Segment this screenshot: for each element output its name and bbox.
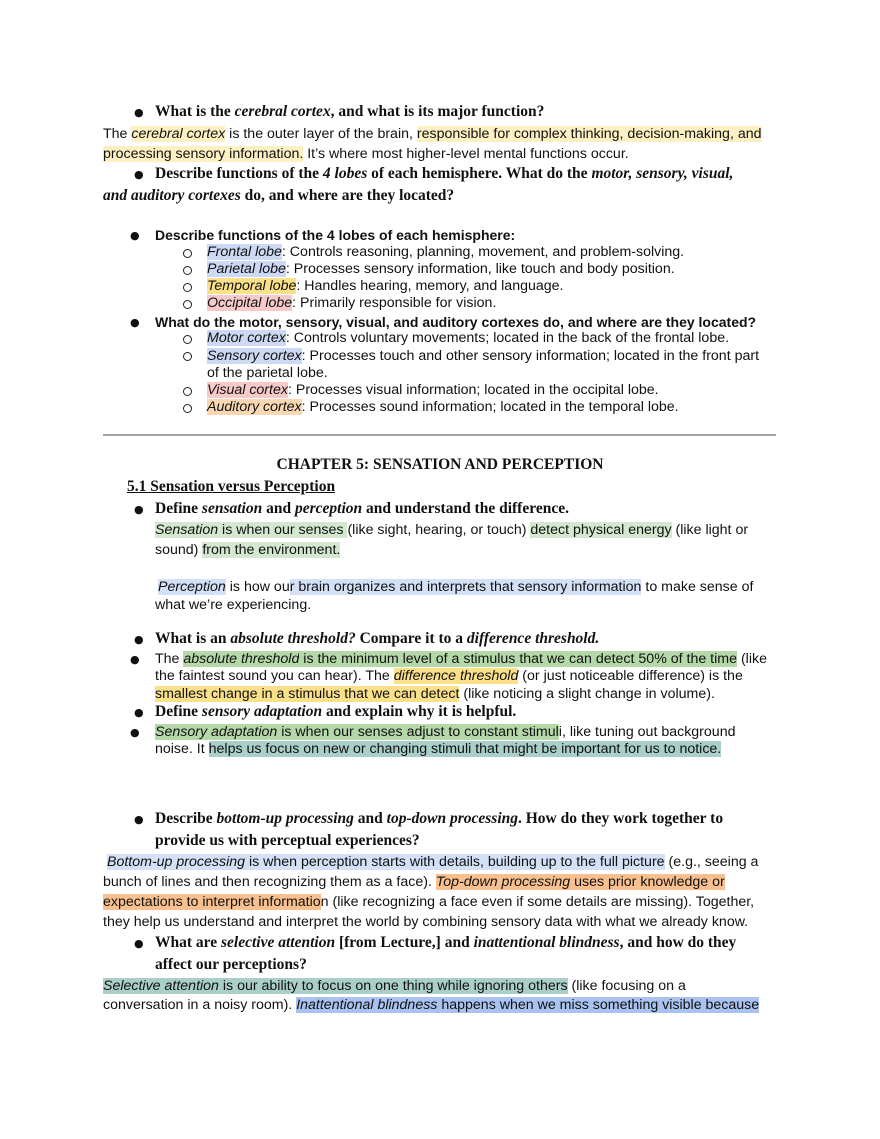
lobes-heading: Describe functions of the 4 lobes of each hemisphere: [155, 227, 516, 243]
term: sensation [201, 500, 263, 517]
highlight: helps us focus on new or changing stimuli that might be important for us to notice. [208, 741, 722, 757]
text: [from Lecture,] and [335, 934, 474, 951]
text: : Handles hearing, memory, and language. [296, 278, 564, 294]
text: and explain why it is helpful. [322, 703, 517, 720]
answer-line [103, 874, 725, 891]
text: and [353, 810, 387, 827]
term: perception [294, 500, 363, 517]
text: sound) [155, 542, 203, 558]
term: bottom-up processing [216, 810, 354, 827]
answer-line [103, 146, 629, 163]
bullet-circle [183, 352, 192, 361]
bullet-dot: ● [134, 937, 144, 950]
text: (or just noticeable difference) is the [518, 668, 743, 684]
term: selective attention [221, 934, 336, 951]
answer-line [107, 854, 758, 871]
text: bunch of lines and then recognizing them as a face). [103, 874, 436, 890]
term: Occipital lobe [207, 295, 293, 311]
text: , and how do they [619, 934, 737, 951]
highlight: processing sensory information. [103, 146, 304, 162]
text: What are [155, 934, 222, 951]
bullet-dot: ● [134, 633, 144, 646]
text: The [103, 126, 132, 142]
term: and auditory cortexes [103, 187, 241, 204]
text: noise. It [155, 741, 209, 757]
bullet-dot: ● [130, 726, 140, 739]
text: Define [155, 703, 202, 720]
text: i, like tuning out background [558, 724, 736, 740]
term: Sensory adaptation [155, 724, 278, 740]
text: : Controls reasoning, planning, movement, and problem-solving. [281, 244, 685, 260]
text: The [155, 651, 184, 667]
term: Sensation [155, 522, 219, 538]
text: to make sense of [641, 579, 754, 595]
bullet-dot: ● [134, 813, 144, 826]
highlight: expectations to interpret informatio [103, 894, 321, 910]
highlight: is our ability to focus on one thing while ignoring others [218, 978, 568, 994]
list-item-motor [207, 330, 729, 347]
highlight: is the minimum level of a stimulus that we can detect 50% of the time [299, 651, 737, 667]
section-title: 5.1 Sensation versus Perception [127, 478, 336, 495]
text: (like focusing on a [567, 978, 686, 994]
text: and [262, 500, 295, 517]
highlight: responsible for complex thinking, decision-making, and [416, 126, 762, 142]
answer-line [103, 894, 754, 911]
text: is the outer layer of the brain, [225, 126, 417, 142]
answer-line [158, 579, 753, 596]
list-item-auditory [207, 399, 679, 416]
highlight: r brain organizes and interprets that sensory information [289, 579, 642, 595]
bullet-circle [183, 300, 192, 309]
bullet-dot: ● [130, 316, 140, 329]
text: What is the [155, 103, 235, 120]
question-sensation [155, 500, 569, 519]
answer-line: they help us understand and interpret the world by combining sensory data with what we already know. [103, 914, 749, 930]
list-item-frontal [207, 244, 684, 261]
question-adaptation [155, 703, 516, 722]
text: of each hemisphere. What do the [367, 165, 592, 182]
question-cerebral-cortex [155, 103, 544, 122]
question-attention [155, 934, 736, 953]
answer-line [103, 997, 759, 1014]
list-item-visual [207, 382, 659, 399]
question-lobes [155, 165, 733, 184]
text: the faintest sound you can hear). The [155, 668, 394, 684]
bullet-dot: ● [134, 168, 144, 181]
chapter-title: CHAPTER 5: SENSATION AND PERCEPTION [276, 456, 604, 473]
term: top-down processing [386, 810, 518, 827]
bullet-circle [183, 387, 192, 396]
term: 4 lobes [322, 165, 368, 182]
horizontal-rule [103, 434, 776, 436]
term: motor, sensory, visual, [591, 165, 734, 182]
text: : Primarily responsible for vision. [292, 295, 497, 311]
highlight: uses prior knowledge or [570, 874, 725, 890]
list-item-parietal [207, 261, 675, 278]
term: Inattentional blindness [296, 997, 438, 1013]
text: : Processes sound information; located in the temporal lobe. [301, 399, 679, 415]
term: inattentional blindness [473, 934, 620, 951]
term: Selective attention [103, 978, 219, 994]
term: cerebral cortex [131, 126, 226, 142]
highlight: smallest change in a stimulus that we can detect [155, 686, 460, 702]
highlight: from the environment. [202, 542, 341, 558]
text: conversation in a noisy room). [103, 997, 297, 1013]
question-processing-cont: provide us with perceptual experiences? [155, 832, 420, 849]
answer-line [155, 741, 721, 758]
question-processing [155, 810, 723, 829]
term: Temporal lobe [207, 278, 297, 294]
bullet-dot: ● [134, 106, 144, 119]
bullet-dot: ● [130, 229, 140, 242]
text: : Processes visual information; located in the occipital lobe. [287, 382, 659, 398]
cortexes-heading: What do the motor, sensory, visual, and auditory cortexes do, and where are they located? [155, 314, 757, 330]
bullet-circle [183, 335, 192, 344]
list-item-occipital [207, 295, 496, 312]
answer-line [155, 542, 340, 559]
highlight: is when our senses [218, 522, 348, 538]
text: . How do they work together to [518, 810, 724, 827]
term: difference threshold [393, 668, 519, 684]
bullet-circle [183, 404, 192, 413]
list-item-sensory-cont: of the parietal lobe. [207, 365, 328, 381]
text: do, and where are they located? [240, 187, 455, 204]
answer-line [155, 668, 743, 685]
bullet-circle [183, 283, 192, 292]
text: What is an [155, 630, 231, 647]
term: Sensory cortex [207, 348, 302, 364]
text: and understand the difference. [362, 500, 569, 517]
term: absolute threshold [183, 651, 300, 667]
answer-line [155, 522, 748, 539]
term: cerebral cortex [234, 103, 331, 120]
answer-line [155, 651, 767, 668]
list-item-temporal [207, 278, 564, 295]
answer-line [155, 724, 735, 741]
text: Define [155, 500, 202, 517]
question-threshold [155, 630, 599, 649]
term: sensory adaptation [201, 703, 323, 720]
question-attention-cont: affect our perceptions? [155, 956, 307, 973]
text: : Controls voluntary movements; located in the back of the frontal lobe. [285, 330, 730, 346]
term: Perception [158, 579, 226, 595]
term: Frontal lobe [207, 244, 282, 260]
text: (like [737, 651, 767, 667]
answer-line [155, 686, 715, 703]
term: Visual cortex [207, 382, 288, 398]
text: Describe functions of the [155, 165, 323, 182]
text: is how ou [225, 579, 290, 595]
highlight: happens when we miss something visible because [437, 997, 760, 1013]
term: Top-down processing [435, 874, 571, 890]
answer-line [103, 126, 762, 143]
text: (like light or [671, 522, 749, 538]
term: Bottom-up processing [107, 854, 246, 870]
text: It’s where most higher-level mental functions occur. [303, 146, 629, 162]
answer-line: what we’re experiencing. [155, 597, 312, 613]
highlight: is when perception starts with details, building up to the full picture [245, 854, 665, 870]
answer-line [103, 978, 686, 995]
text: (like sight, hearing, or touch) [347, 522, 531, 538]
text: Describe [155, 810, 217, 827]
text: : Processes touch and other sensory information; located in the front part [301, 348, 760, 364]
bullet-dot: ● [134, 706, 144, 719]
list-item-sensory [207, 348, 759, 365]
highlight: detect physical energy [530, 522, 672, 538]
term: absolute threshold? [230, 630, 356, 647]
term: Motor cortex [207, 330, 286, 346]
text: Compare it to a [355, 630, 467, 647]
text: , and what is its major function? [330, 103, 545, 120]
bullet-dot: ● [130, 653, 140, 666]
bullet-circle [183, 249, 192, 258]
term: difference threshold. [466, 630, 600, 647]
term: Auditory cortex [207, 399, 302, 415]
term: Parietal lobe [207, 261, 286, 277]
text: (like noticing a slight change in volume). [459, 686, 715, 702]
text: (e.g., seeing a [664, 854, 759, 870]
highlight: is when our senses adjust to constant stimul [277, 724, 559, 740]
text: : Processes sensory information, like touch and body position. [285, 261, 675, 277]
bullet-dot: ● [134, 503, 144, 516]
bullet-circle [183, 266, 192, 275]
text: n (like recognizing a face even if some details are missing). Together, [320, 894, 755, 910]
question-lobes-cont [103, 187, 454, 206]
